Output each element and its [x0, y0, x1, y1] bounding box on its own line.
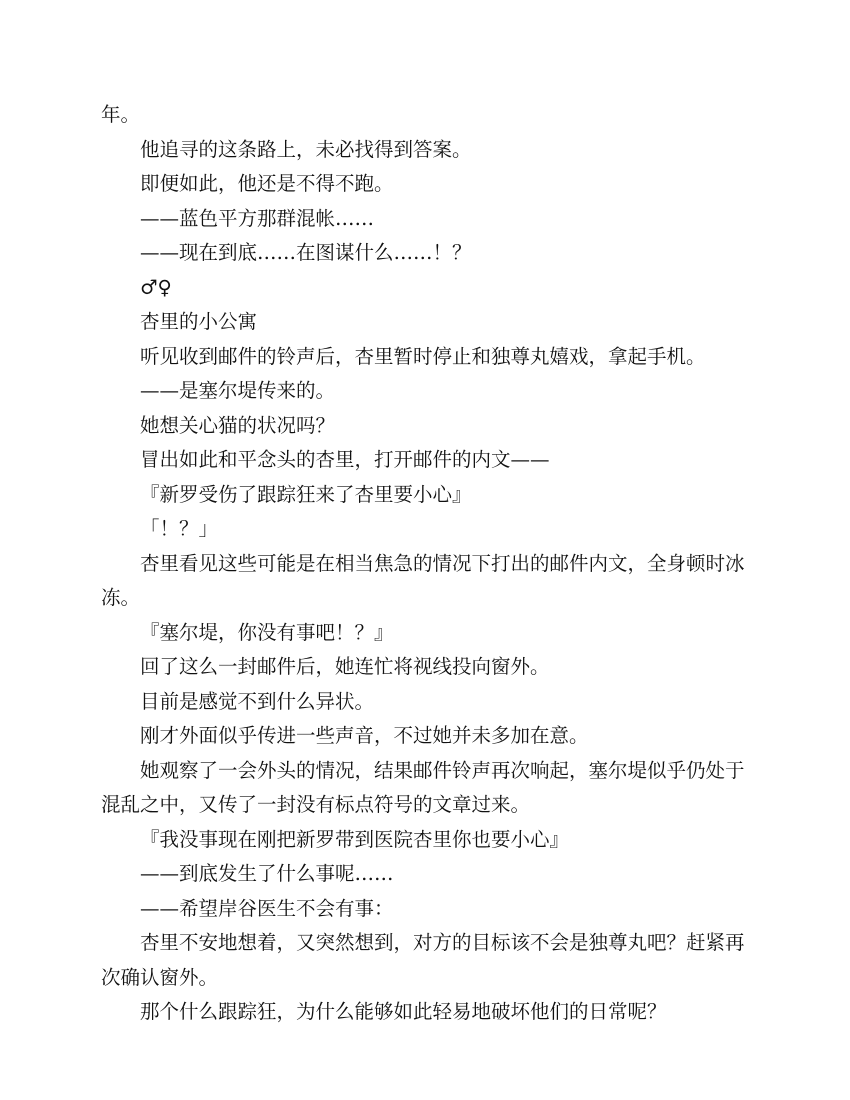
paragraph: ——是塞尔堤传来的。 [140, 379, 336, 402]
paragraph: 回了这么一封邮件后，她连忙将视线投向窗外。 [140, 655, 550, 678]
paragraph: 杏里不安地想着，又突然想到，对方的目标该不会是独尊丸吧？赶紧再次确认窗外。 [101, 931, 745, 989]
paragraph: 目前是感觉不到什么异状。 [140, 689, 375, 713]
document-page [101, 98, 749, 1030]
email-quote: 『新罗受伤了跟踪狂来了杏里要小心』 [140, 482, 472, 506]
paragraph: 杏里看见这些可能是在相当焦急的情况下打出的邮件内文，全身顿时冰冻。 [101, 551, 745, 609]
paragraph: 冒出如此和平念头的杏里，打开邮件的内文—— [140, 448, 550, 471]
paragraph: 刚才外面似乎传进一些声音，不过她并未多加在意。 [140, 724, 589, 747]
paragraph: 年。 [101, 103, 141, 126]
email-quote: 『塞尔堤，你没有事吧！？』 [140, 620, 394, 644]
paragraph: ——蓝色平方那群混帐…… [140, 206, 375, 230]
paragraph: 她观察了一会外头的情况，结果邮件铃声再次响起，塞尔堤似乎仍处于混乱之中，又传了一封没有标点符号的文章过来。 [101, 758, 745, 816]
paragraph: 他追寻的这条路上，未必找得到答案。 [140, 137, 472, 161]
paragraph: 听见收到邮件的铃声后，杏里暂时停止和独尊丸嬉戏，拿起手机。 [140, 344, 706, 368]
email-quote: 『我没事现在刚把新罗带到医院杏里你也要小心』 [140, 827, 570, 851]
paragraph: ——到底发生了什么事呢…… [140, 862, 394, 885]
paragraph: 「！？」 [140, 517, 219, 540]
paragraph: 她想关心猫的状况吗？ [140, 413, 336, 437]
paragraph: 即便如此，他还是不得不跑。 [140, 172, 394, 195]
paragraph: 那个什么跟踪狂，为什么能够如此轻易地破坏他们的日常呢？ [140, 1000, 667, 1023]
scene-heading: 杏里的小公寓 [140, 310, 258, 333]
section-divider: ♂♀ [140, 275, 172, 299]
paragraph: ——希望岸谷医生不会有事： [140, 896, 394, 920]
paragraph: ——现在到底……在图谋什么……！？ [140, 241, 472, 264]
